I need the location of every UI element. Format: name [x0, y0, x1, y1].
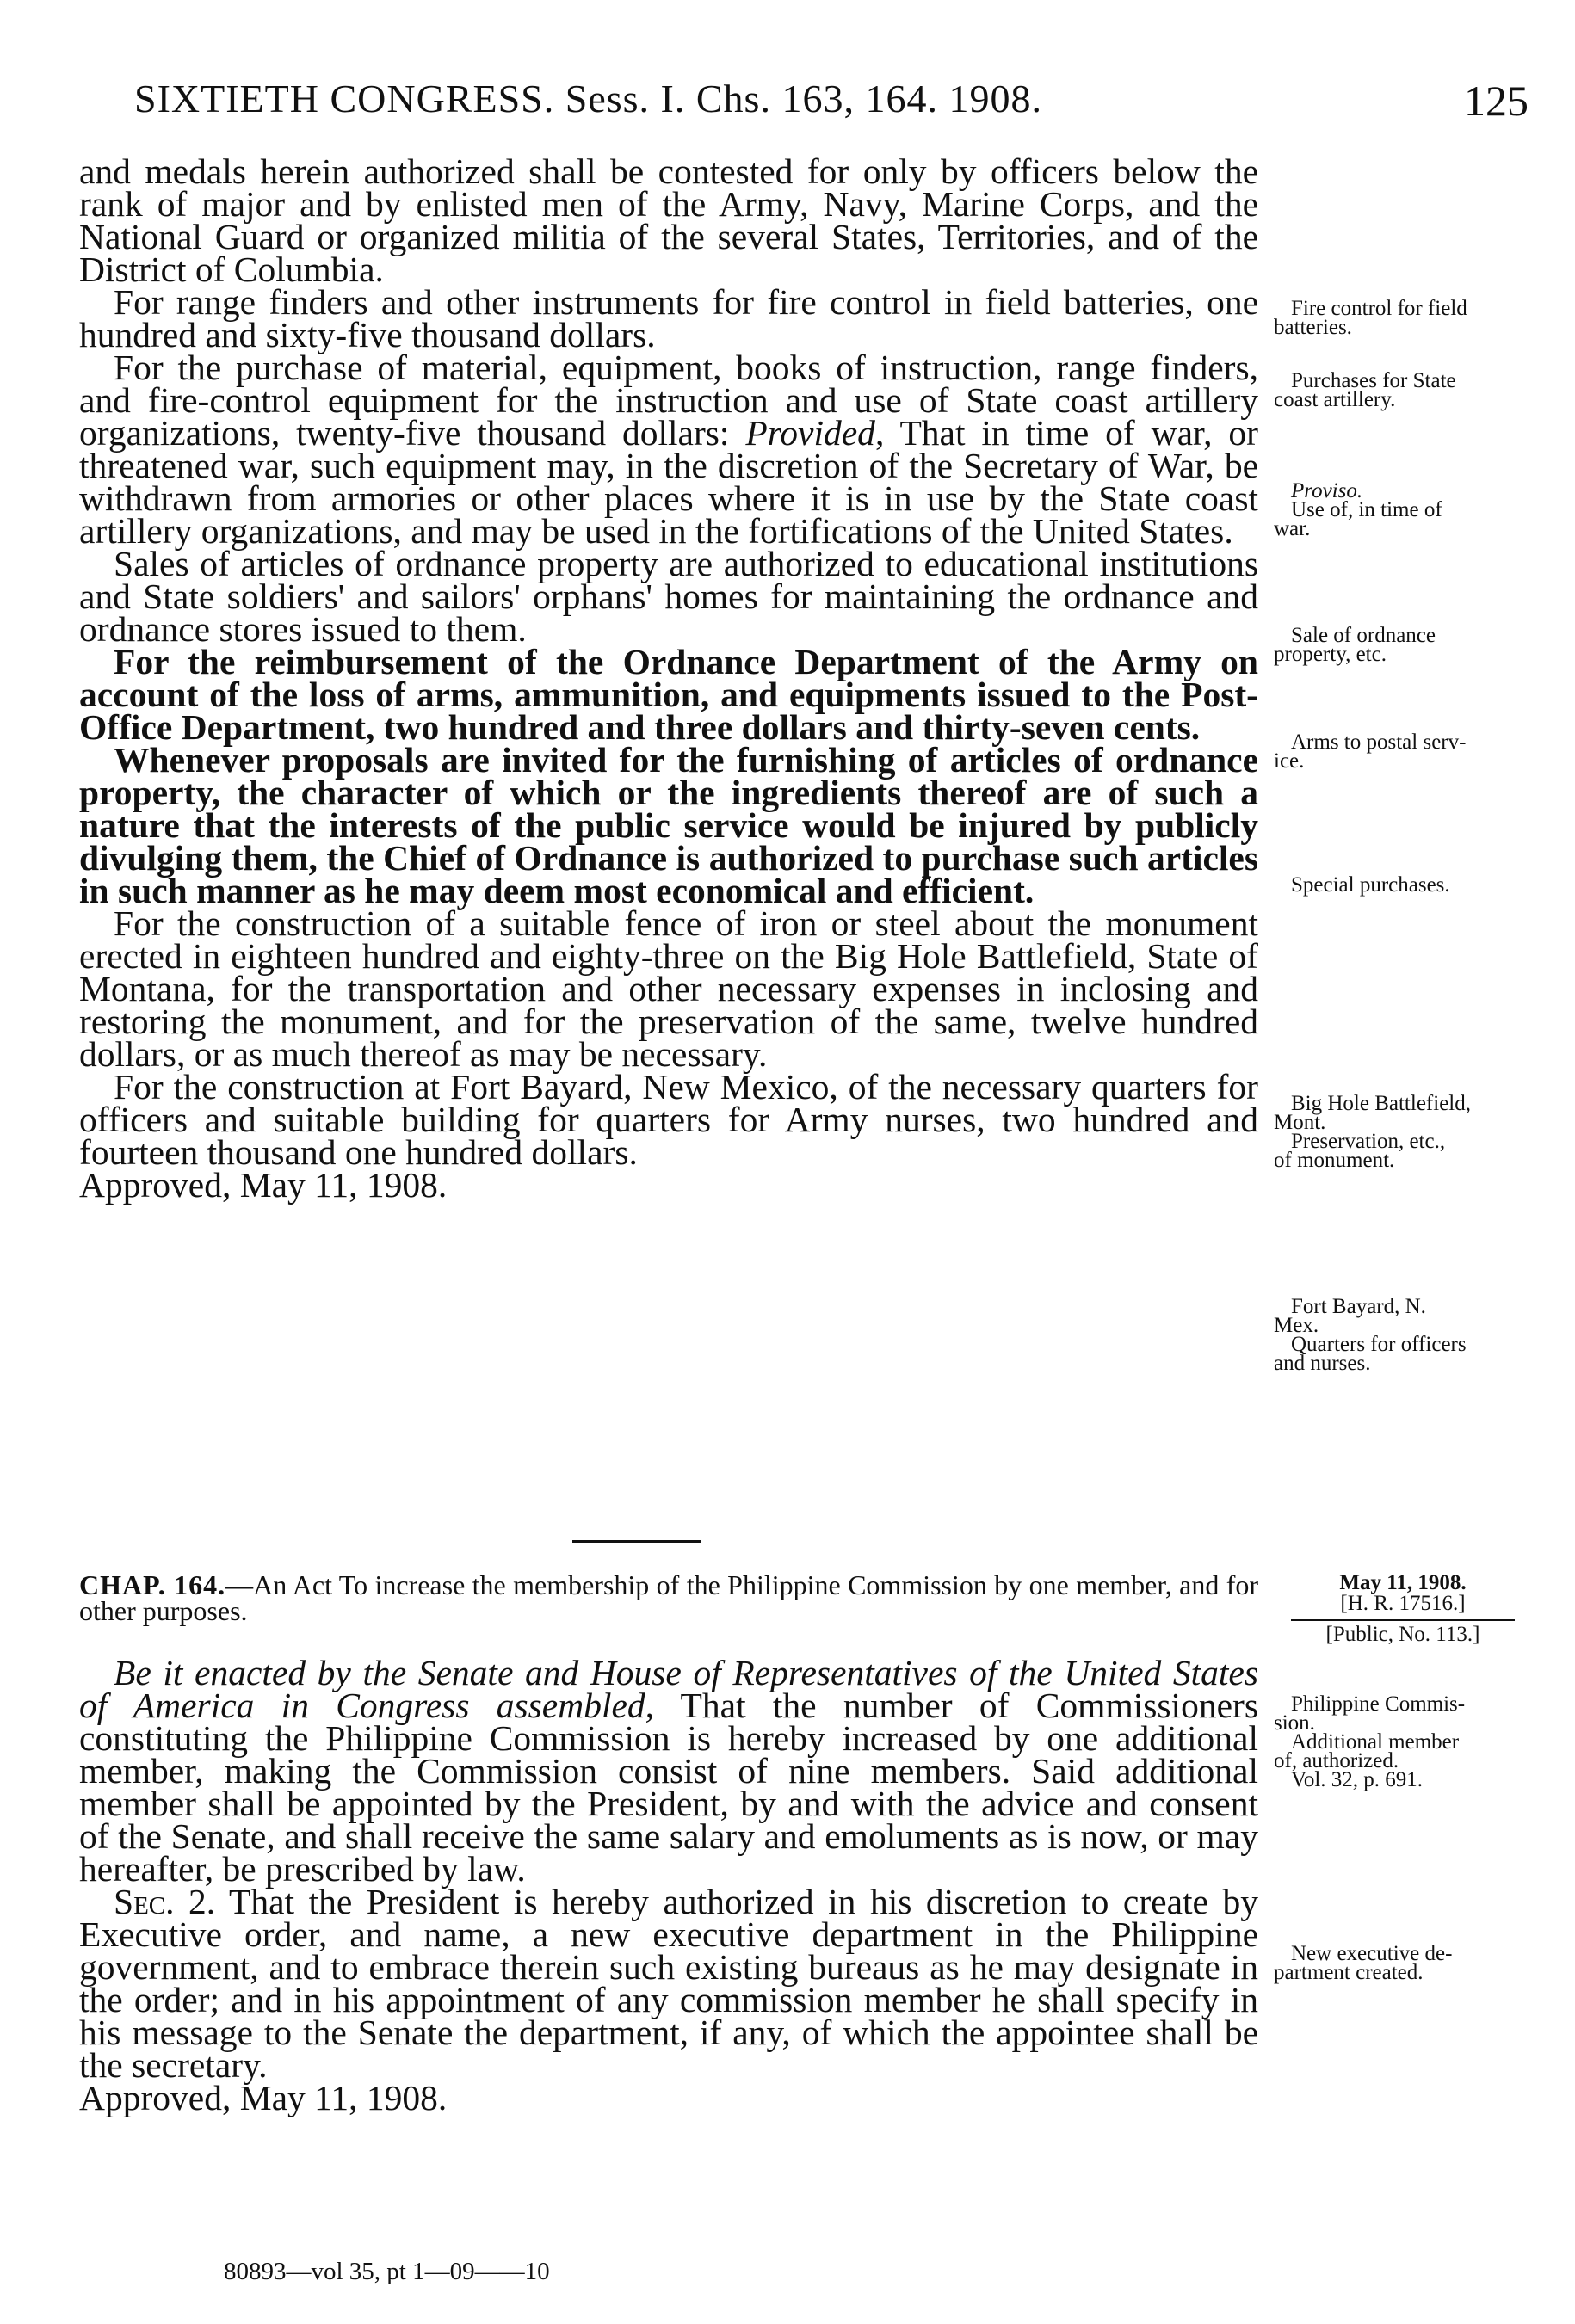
paragraph-reimbursement: For the reimbursement of the Ordnance Department of the Army on account of the loss of arms, ammunition, and equipments issued to the Post-Office Department, two hundred and three dollars and thirty-seven cents.	[79, 642, 1258, 747]
running-header	[83, 76, 1529, 127]
text-proviso: , That in time of war, or threatened war, such equipment may, in the discretion of the Secretary of War, be withdrawn from armories or other places where it is in use by the State coast artillery organizations, and may be used in the fortifications of the United States.	[79, 413, 1258, 551]
paragraph-section-1	[79, 1653, 1258, 1889]
paragraph-medals: and medals herein authorized shall be contested for only by officers below the rank of major and by enlisted men of the Army, Navy, Marine Corps, and the National Guard or organized militia of the several States, Territories, and of the District of Columbia.	[79, 151, 1258, 289]
paragraph-sales: Sales of articles of ordnance property are authorized to educational institutions and State soldiers' and sailors' orphans' homes for maintaining the ordnance and ordnance stores issued to them.	[79, 544, 1258, 649]
page-number: 125	[1464, 77, 1529, 125]
chapter-164-text	[79, 1653, 1258, 2117]
enactment-date: May 11, 1908.	[1339, 1571, 1467, 1594]
approved-163: Approved, May 11, 1908.	[79, 1165, 448, 1205]
margin-note-fire-control: Fire control for field batteries.	[1274, 297, 1467, 339]
date-separator	[1291, 1619, 1515, 1621]
chapter-164-heading	[79, 1569, 1259, 1626]
chapter-label: CHAP. 164.	[79, 1569, 226, 1600]
bill-number: [H. R. 17516.]	[1340, 1592, 1466, 1615]
chapter-163-text	[79, 151, 1258, 1205]
section-divider	[572, 1540, 701, 1543]
paragraph-section-2	[79, 1882, 1258, 2085]
approved-164: Approved, May 11, 1908.	[79, 2078, 448, 2117]
paragraph-fort-bayard: For the construction at Fort Bayard, New Mexico, of the necessary quarters for officers and suitable building for quarters for Army nurses, two hundred and fourteen thousand one hundred dollars.	[79, 1067, 1258, 1172]
chapter-title: —An Act To increase the membership of the Philippine Commission by one member, and for other purposes.	[79, 1569, 1259, 1626]
proviso-word: Provided	[745, 413, 875, 453]
margin-note-purchases: Purchases for State coast artillery.	[1274, 369, 1456, 411]
paragraph-big-hole: For the construction of a suitable fence of iron or steel about the monument erected in eighteen hundred and eighty-three on the Big Hole Battlefield, State of Montana, for the transportation and other necessary expenses in inclosing and restoring the monument, and for the preservation of the same, twelve hundred dollars, or as much thereof as may be necessary.	[79, 903, 1258, 1074]
section-2-body: That the President is hereby authorized in his discretion to create by Executive order, and name, a new executive department in the Philippine government, and to embrace therein such existing bureaus as he may designate in the order; and in his appointment of any commission member he shall specify in his message to the Senate the department, if any, of which the appointee shall be the secretary.	[79, 1882, 1258, 2085]
running-head: SIXTIETH CONGRESS. Sess. I. Chs. 163, 164. 1908.	[134, 77, 1042, 120]
margin-note-big-hole: Big Hole Battlefield, Mont. Preservation, etc., of monument.	[1274, 1092, 1471, 1172]
text-purchase: For the purchase of material, equipment, books of instruction, range finders, and fire-control equipment for the instruction and use of State coast artillery organizations, twenty-five thousand dollars:	[79, 348, 1258, 453]
margin-note-sale: Sale of ordnance property, etc.	[1274, 624, 1436, 666]
margin-note-special: Special purchases.	[1291, 873, 1450, 897]
paragraph-state-coast-artillery	[79, 348, 1258, 551]
section-1-body: That the number of Commissioners constituting the Philippine Commission is hereby increased by one additional member, making the Commission consist of nine members. Said additional member shall be appointed by the President, by and with the advice and consent of the Senate, and shall receive the same salary and emoluments as is now, or may hereafter, be prescribed by law.	[79, 1686, 1258, 1889]
margin-note-philippine: Philippine Commis- sion. Additional member of, authorized. Vol. 32, p. 691.	[1274, 1692, 1466, 1791]
margin-note-arms: Arms to postal serv- ice.	[1274, 730, 1467, 773]
margin-note-new-department: New executive de- partment created.	[1274, 1942, 1453, 1984]
enacting-clause: Be it enacted by the Senate and House of Representatives of the United States of America in Congress assembled,	[79, 1653, 1258, 1725]
paragraph-special-purchases: Whenever proposals are invited for the furnishing of articles of ordnance property, the character of which or the ingredients thereof are of such a nature that the interests of the public service would be injured by publicly divulging them, the Chief of Ordnance is authorized to purchase such articles in such manner as he may deem most economical and efficient.	[79, 740, 1258, 910]
margin-note-fort-bayard: Fort Bayard, N. Mex. Quarters for officers and nurses.	[1274, 1295, 1467, 1375]
printer-footer: 80893—vol 35, pt 1—09——10	[224, 2258, 550, 2285]
paragraph-fire-control: For range finders and other instruments for fire control in field batteries, one hundred and sixty-five thousand dollars.	[79, 282, 1258, 354]
public-law-number: [Public, No. 113.]	[1325, 1623, 1480, 1646]
margin-note-proviso: Proviso. Use of, in time of war.	[1274, 479, 1442, 540]
margin-date-block	[1291, 1573, 1515, 1645]
section-2-label: Sec. 2.	[114, 1882, 216, 1921]
